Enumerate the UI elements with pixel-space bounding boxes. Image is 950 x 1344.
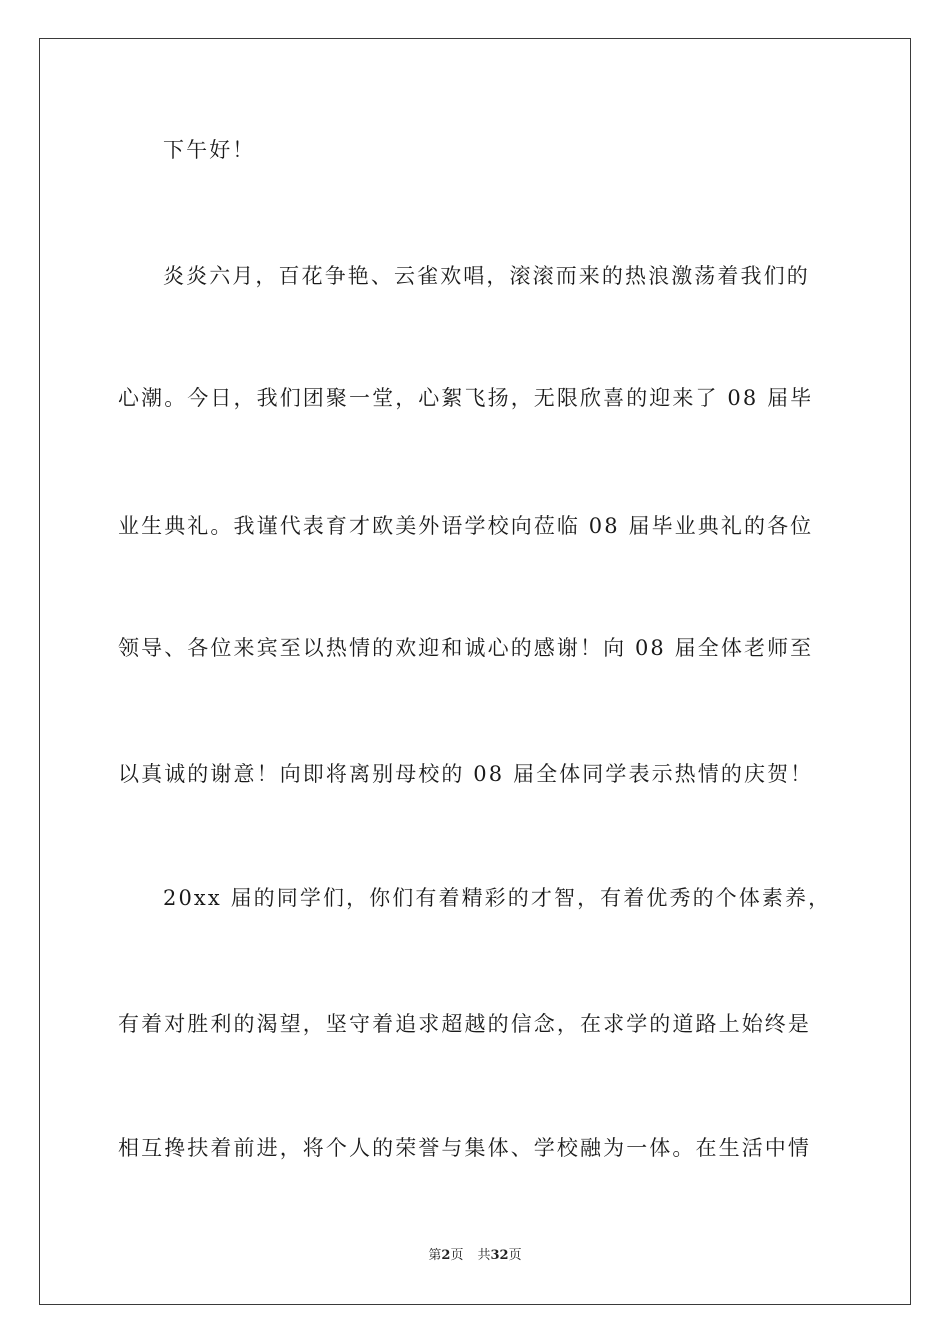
page-total-prefix: 共 <box>477 1248 491 1263</box>
paragraph-1-line-2: 心潮。今日，我们团聚一堂，心絮飞扬，无限欣喜的迎来了 08 届毕 <box>118 386 814 410</box>
greeting-line: 下午好！ <box>163 138 256 162</box>
page-number-suffix: 页 <box>450 1248 464 1263</box>
paragraph-2-line-3: 相互搀扶着前进，将个人的荣誉与集体、学校融为一体。在生活中情 <box>118 1136 811 1160</box>
paragraph-1-line-4: 领导、各位来宾至以热情的欢迎和诚心的感谢！向 08 届全体老师至 <box>118 636 814 660</box>
paragraph-2-line-1: 20xx 届的同学们，你们有着精彩的才智，有着优秀的个体素养， <box>163 886 832 910</box>
paragraph-1-line-3: 业生典礼。我谨代表育才欧美外语学校向莅临 08 届毕业典礼的各位 <box>118 514 814 538</box>
page-number-current: 2 <box>441 1248 451 1263</box>
page-total-count: 32 <box>490 1248 509 1263</box>
paragraph-1-line-5: 以真诚的谢意！向即将离别母校的 08 届全体同学表示热情的庆贺！ <box>118 762 814 786</box>
page-footer <box>0 1247 950 1265</box>
page-number-prefix: 第 <box>428 1248 442 1263</box>
page-total-suffix: 页 <box>508 1248 522 1263</box>
paragraph-2-line-2: 有着对胜利的渴望，坚守着追求超越的信念，在求学的道路上始终是 <box>118 1012 811 1036</box>
page-frame <box>39 38 911 1305</box>
paragraph-1-line-1: 炎炎六月，百花争艳、云雀欢唱，滚滚而来的热浪激荡着我们的 <box>163 264 810 288</box>
